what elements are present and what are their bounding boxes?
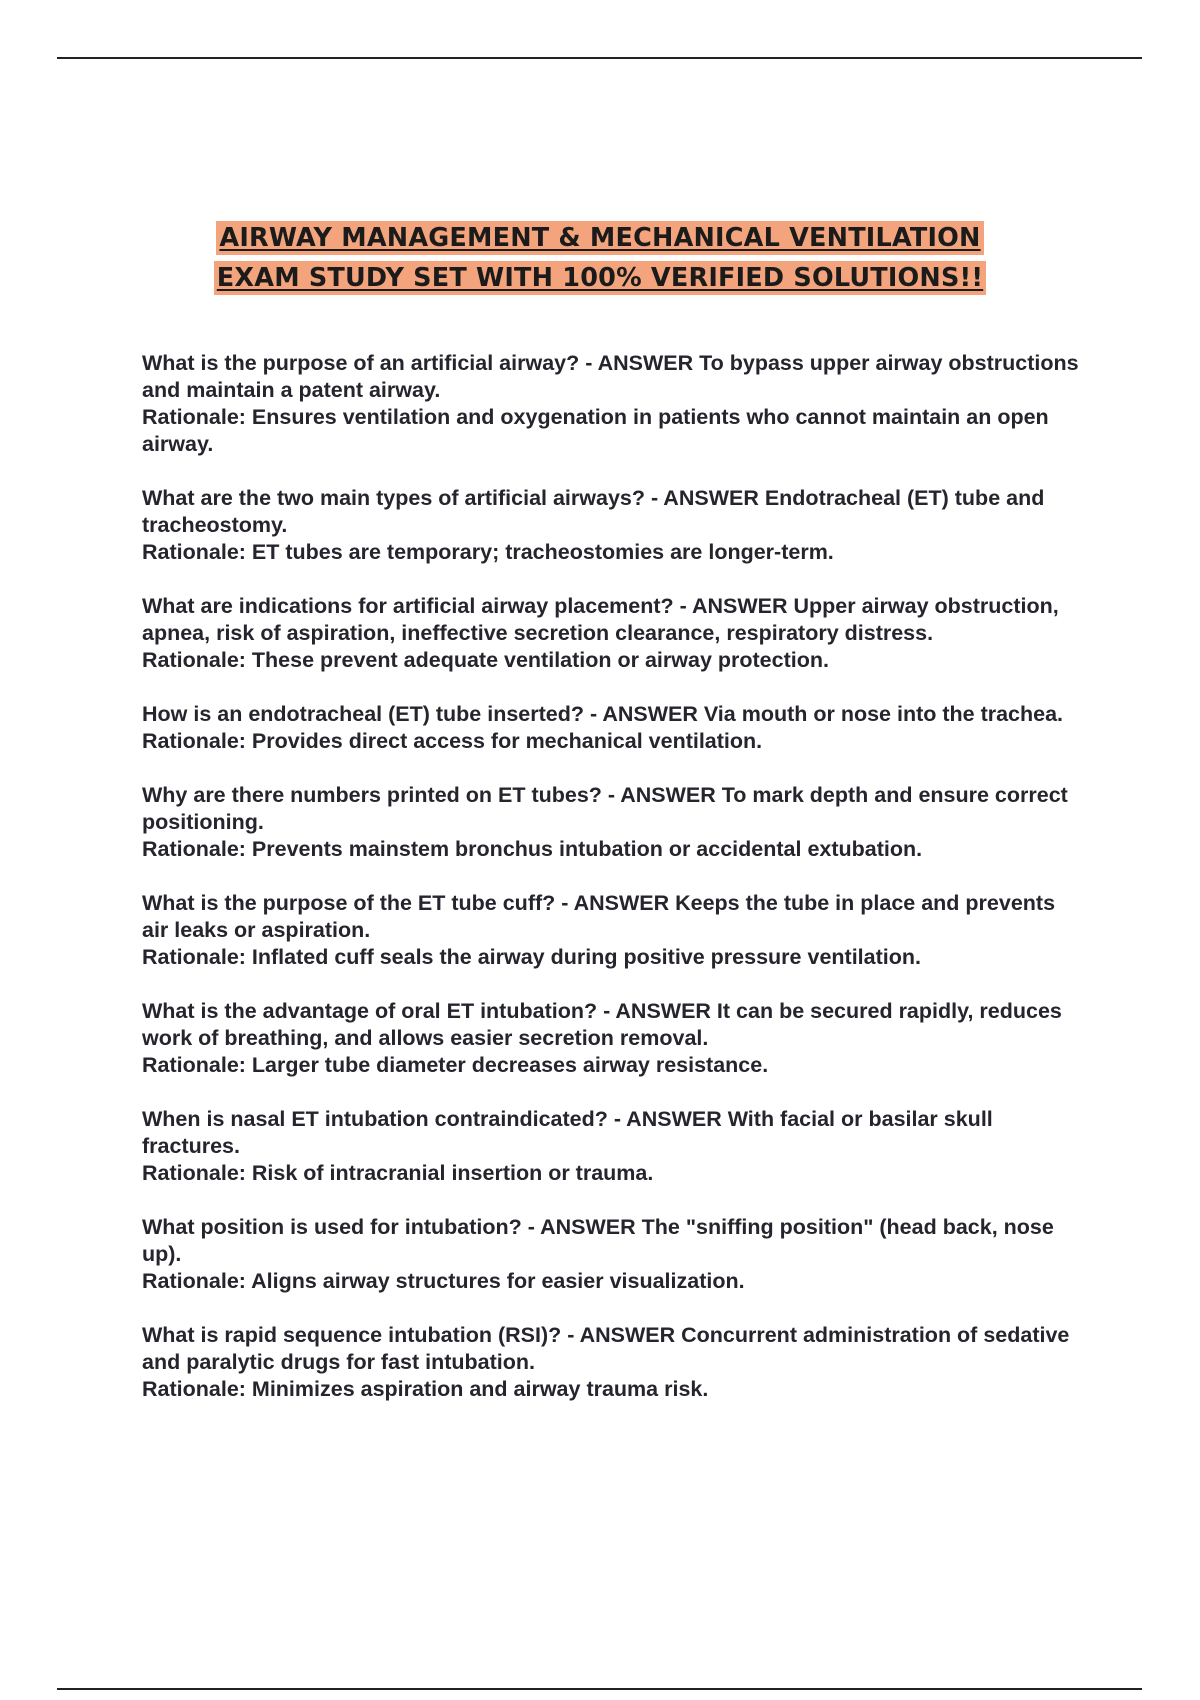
footer-rule: [57, 1688, 1142, 1690]
qa-rationale: Rationale: Larger tube diameter decreases airway resistance.: [142, 1053, 769, 1077]
qa-question: How is an endotracheal (ET) tube inserted? - ANSWER Via mouth or nose into the trachea.: [142, 702, 1064, 726]
qa-question: What is rapid sequence intubation (RSI)? - ANSWER Concurrent administration of sedative and paralytic drugs for fast intubation.: [142, 1323, 1070, 1374]
qa-rationale: Rationale: Minimizes aspiration and airway trauma risk.: [142, 1377, 709, 1401]
qa-question: When is nasal ET intubation contraindicated? - ANSWER With facial or basilar skull fractures.: [142, 1107, 993, 1158]
qa-rationale: Rationale: Risk of intracranial insertion or trauma.: [142, 1161, 654, 1185]
qa-rationale: Rationale: Prevents mainstem bronchus intubation or accidental extubation.: [142, 837, 923, 861]
qa-rationale: Rationale: These prevent adequate ventilation or airway protection.: [142, 648, 829, 672]
document-title: [0, 218, 1200, 298]
qa-rationale: Rationale: Inflated cuff seals the airway during positive pressure ventilation.: [142, 945, 921, 969]
qa-item: [142, 1214, 1082, 1295]
qa-item: [142, 1322, 1082, 1403]
qa-question: What position is used for intubation? - ANSWER The "sniffing position" (head back, nose up).: [142, 1215, 1054, 1266]
qa-rationale: Rationale: Aligns airway structures for easier visualization.: [142, 1269, 745, 1293]
qa-item: [142, 485, 1082, 566]
qa-item: [142, 998, 1082, 1079]
qa-item: [142, 701, 1082, 755]
qa-question: What are the two main types of artificial airways? - ANSWER Endotracheal (ET) tube and tracheostomy.: [142, 486, 1045, 537]
qa-question: What is the purpose of an artificial airway? - ANSWER To bypass upper airway obstructions and maintain a patent airway.: [142, 351, 1079, 402]
title-line-2: EXAM STUDY SET WITH 100% VERIFIED SOLUTIONS!!: [214, 258, 986, 298]
qa-item: [142, 350, 1082, 458]
qa-rationale: Rationale: Ensures ventilation and oxygenation in patients who cannot maintain an open airway.: [142, 405, 1049, 456]
qa-item: [142, 890, 1082, 971]
qa-rationale: Rationale: Provides direct access for mechanical ventilation.: [142, 729, 763, 753]
qa-question: What is the advantage of oral ET intubation? - ANSWER It can be secured rapidly, reduces work of breathing, and allows easier secretion removal.: [142, 999, 1062, 1050]
qa-question: Why are there numbers printed on ET tubes? - ANSWER To mark depth and ensure correct positioning.: [142, 783, 1068, 834]
qa-list: [142, 350, 1082, 1430]
qa-item: [142, 1106, 1082, 1187]
qa-question: What is the purpose of the ET tube cuff? - ANSWER Keeps the tube in place and prevents air leaks or aspiration.: [142, 891, 1056, 942]
qa-question: What are indications for artificial airway placement? - ANSWER Upper airway obstruction, apnea, risk of aspiration, ineffective secretion clearance, respiratory distress.: [142, 594, 1059, 645]
qa-item: [142, 782, 1082, 863]
qa-item: [142, 593, 1082, 674]
header-rule: [57, 57, 1142, 59]
qa-rationale: Rationale: ET tubes are temporary; tracheostomies are longer-term.: [142, 540, 834, 564]
title-line-1: AIRWAY MANAGEMENT & MECHANICAL VENTILATION: [216, 218, 983, 258]
